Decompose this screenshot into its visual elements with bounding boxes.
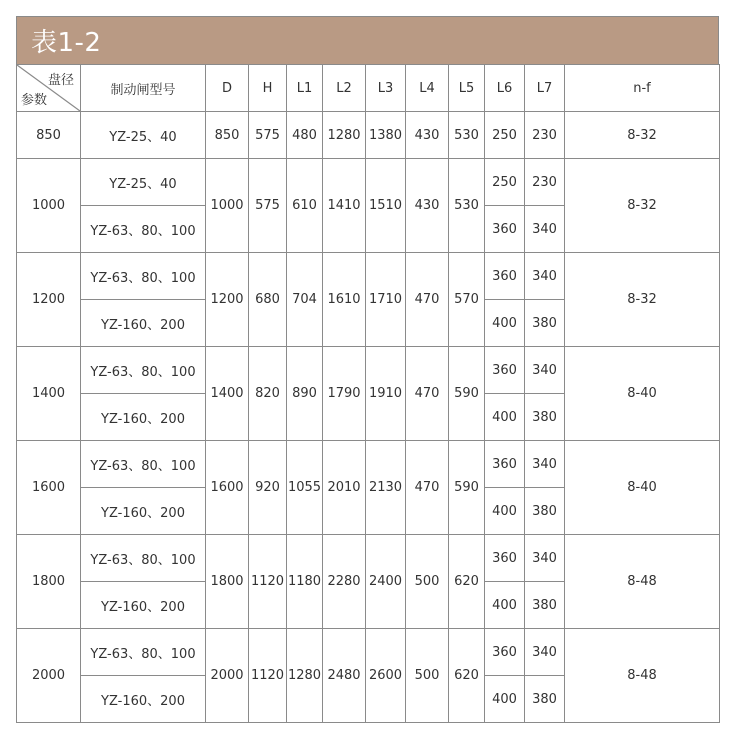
cell-L1: 480 [287,112,323,159]
header-L6: L6 [485,65,525,112]
cell-brake-model: YZ-63、80、100 [81,253,206,300]
cell-L6: 250 [485,112,525,159]
cell-L7: 340 [525,629,565,676]
diag-label-parameters: 参数 [21,93,48,108]
cell-brake-model: YZ-160、200 [81,300,206,347]
header-L3: L3 [366,65,406,112]
cell-disc-diameter: 1000 [17,159,81,253]
cell-disc-diameter: 1600 [17,441,81,535]
cell-H: 820 [249,347,287,441]
cell-L3: 2600 [366,629,406,723]
header-L1: L1 [287,65,323,112]
cell-L7: 230 [525,112,565,159]
table-row [17,253,720,300]
cell-L2: 2010 [323,441,366,535]
cell-L1: 890 [287,347,323,441]
cell-L3: 1510 [366,159,406,253]
cell-brake-model: YZ-25、40 [81,112,206,159]
header-L5: L5 [449,65,485,112]
cell-L5: 620 [449,535,485,629]
cell-nf: 8-48 [565,629,720,723]
cell-L2: 1790 [323,347,366,441]
cell-L3: 1910 [366,347,406,441]
cell-brake-model: YZ-160、200 [81,676,206,723]
cell-L2: 2480 [323,629,366,723]
cell-brake-model: YZ-63、80、100 [81,629,206,676]
cell-L5: 530 [449,112,485,159]
cell-D: 850 [206,112,249,159]
cell-L7: 340 [525,535,565,582]
table-row [17,112,720,159]
cell-L6: 360 [485,347,525,394]
table-row [17,347,720,394]
cell-L4: 430 [406,159,449,253]
cell-D: 1000 [206,159,249,253]
cell-H: 920 [249,441,287,535]
cell-L5: 590 [449,441,485,535]
cell-nf: 8-32 [565,159,720,253]
cell-L4: 470 [406,441,449,535]
cell-L1: 610 [287,159,323,253]
cell-L6: 360 [485,253,525,300]
cell-L7: 340 [525,206,565,253]
cell-L7: 340 [525,347,565,394]
cell-nf: 8-32 [565,253,720,347]
cell-D: 2000 [206,629,249,723]
diagonal-header-cell [17,65,81,112]
cell-brake-model: YZ-160、200 [81,394,206,441]
cell-L1: 1280 [287,629,323,723]
spec-table-container [16,16,719,723]
cell-L5: 530 [449,159,485,253]
cell-disc-diameter: 850 [17,112,81,159]
cell-L6: 360 [485,535,525,582]
cell-D: 1600 [206,441,249,535]
cell-L3: 2130 [366,441,406,535]
cell-L7: 340 [525,441,565,488]
cell-L4: 470 [406,253,449,347]
cell-L2: 1610 [323,253,366,347]
cell-L6: 400 [485,676,525,723]
cell-L6: 400 [485,488,525,535]
cell-L6: 400 [485,582,525,629]
cell-D: 1400 [206,347,249,441]
cell-H: 680 [249,253,287,347]
cell-L6: 250 [485,159,525,206]
cell-D: 1200 [206,253,249,347]
cell-L2: 2280 [323,535,366,629]
cell-L1: 1055 [287,441,323,535]
cell-D: 1800 [206,535,249,629]
cell-L4: 430 [406,112,449,159]
cell-H: 575 [249,112,287,159]
header-L7: L7 [525,65,565,112]
cell-brake-model: YZ-63、80、100 [81,347,206,394]
cell-L1: 704 [287,253,323,347]
cell-L7: 380 [525,488,565,535]
table-title: 表1-2 [16,16,719,64]
cell-disc-diameter: 1400 [17,347,81,441]
header-row [17,65,720,112]
cell-L7: 230 [525,159,565,206]
cell-disc-diameter: 2000 [17,629,81,723]
cell-brake-model: YZ-25、40 [81,159,206,206]
table-row [17,629,720,676]
cell-brake-model: YZ-63、80、100 [81,441,206,488]
spec-table [16,64,720,723]
cell-L3: 2400 [366,535,406,629]
table-row [17,535,720,582]
cell-nf: 8-40 [565,347,720,441]
cell-L6: 400 [485,394,525,441]
cell-brake-model: YZ-63、80、100 [81,206,206,253]
cell-L6: 400 [485,300,525,347]
cell-H: 1120 [249,535,287,629]
header-D: D [206,65,249,112]
cell-L2: 1280 [323,112,366,159]
diag-label-disc-diameter: 盘径 [47,73,74,88]
cell-H: 575 [249,159,287,253]
cell-H: 1120 [249,629,287,723]
header-H: H [249,65,287,112]
cell-L1: 1180 [287,535,323,629]
cell-L7: 380 [525,582,565,629]
cell-L3: 1710 [366,253,406,347]
cell-L3: 1380 [366,112,406,159]
cell-L5: 620 [449,629,485,723]
cell-brake-model: YZ-160、200 [81,488,206,535]
cell-brake-model: YZ-160、200 [81,582,206,629]
cell-disc-diameter: 1200 [17,253,81,347]
cell-L4: 500 [406,535,449,629]
cell-disc-diameter: 1800 [17,535,81,629]
cell-L7: 380 [525,300,565,347]
cell-L4: 470 [406,347,449,441]
table-row [17,441,720,488]
header-L2: L2 [323,65,366,112]
header-nf: n-f [565,65,720,112]
header-L4: L4 [406,65,449,112]
cell-brake-model: YZ-63、80、100 [81,535,206,582]
cell-L6: 360 [485,206,525,253]
cell-L7: 340 [525,253,565,300]
cell-nf: 8-48 [565,535,720,629]
cell-L4: 500 [406,629,449,723]
header-model: 制动闸型号 [81,65,206,112]
cell-nf: 8-32 [565,112,720,159]
cell-L7: 380 [525,676,565,723]
cell-L5: 590 [449,347,485,441]
table-row [17,159,720,206]
cell-nf: 8-40 [565,441,720,535]
cell-L5: 570 [449,253,485,347]
cell-L2: 1410 [323,159,366,253]
cell-L6: 360 [485,441,525,488]
cell-L7: 380 [525,394,565,441]
cell-L6: 360 [485,629,525,676]
